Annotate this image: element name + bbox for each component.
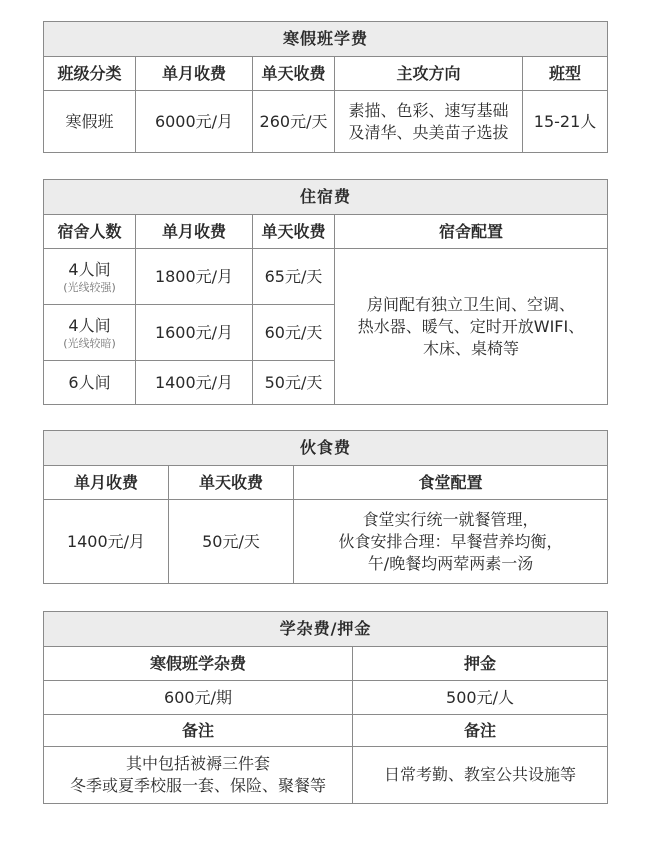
tuition-header-focus: 主攻方向 bbox=[335, 57, 523, 91]
meals-header-daily: 单天收费 bbox=[169, 466, 294, 500]
meals-config-line3: 午/晚餐均两荤两素一汤 bbox=[367, 553, 534, 573]
housing-daily: 60元/天 bbox=[253, 305, 335, 361]
tuition-header-size: 班型 bbox=[523, 57, 608, 91]
misc-fee-value: 600元/期 bbox=[44, 681, 353, 715]
housing-room bbox=[44, 361, 136, 405]
misc-note-left bbox=[44, 747, 353, 804]
misc-table bbox=[43, 611, 608, 804]
housing-header-config: 宿舍配置 bbox=[335, 215, 608, 249]
meals-config bbox=[294, 500, 608, 584]
housing-config-line3: 木床、桌椅等 bbox=[423, 338, 520, 358]
tuition-header-monthly: 单月收费 bbox=[136, 57, 253, 91]
misc-note-left-line1: 其中包括被褥三件套 bbox=[125, 754, 270, 773]
housing-room bbox=[44, 305, 136, 361]
housing-daily: 65元/天 bbox=[253, 249, 335, 305]
misc-deposit-value: 500元/人 bbox=[353, 681, 608, 715]
tuition-monthly: 6000元/月 bbox=[136, 91, 253, 153]
tuition-focus-line1: 素描、色彩、速写基础 bbox=[348, 100, 509, 120]
misc-title: 学杂费/押金 bbox=[44, 612, 608, 647]
housing-room-note: (光线较强) bbox=[63, 280, 116, 294]
tuition-header-daily: 单天收费 bbox=[253, 57, 335, 91]
housing-header-room: 宿舍人数 bbox=[44, 215, 136, 249]
meals-monthly: 1400元/月 bbox=[44, 500, 169, 584]
tuition-focus bbox=[335, 91, 523, 153]
tuition-header-category: 班级分类 bbox=[44, 57, 136, 91]
tuition-focus-line2: 及清华、央美苗子选拔 bbox=[348, 122, 509, 142]
meals-daily: 50元/天 bbox=[169, 500, 294, 584]
housing-room-note: (光线较暗) bbox=[63, 336, 116, 350]
tuition-category: 寒假班 bbox=[44, 91, 136, 153]
housing-header-monthly: 单月收费 bbox=[136, 215, 253, 249]
tuition-daily: 260元/天 bbox=[253, 91, 335, 153]
housing-monthly: 1600元/月 bbox=[136, 305, 253, 361]
meals-header-config: 食堂配置 bbox=[294, 466, 608, 500]
misc-note-header-left: 备注 bbox=[44, 715, 353, 747]
misc-note-header-right: 备注 bbox=[353, 715, 608, 747]
housing-monthly: 1400元/月 bbox=[136, 361, 253, 405]
housing-monthly: 1800元/月 bbox=[136, 249, 253, 305]
tuition-table bbox=[43, 21, 608, 153]
housing-room-type: 6人间 bbox=[68, 372, 111, 392]
misc-deposit-header: 押金 bbox=[353, 647, 608, 681]
tuition-size: 15-21人 bbox=[523, 91, 608, 153]
tuition-title: 寒假班学费 bbox=[44, 22, 608, 57]
misc-fee-header: 寒假班学杂费 bbox=[44, 647, 353, 681]
housing-config-line1: 房间配有独立卫生间、空调、 bbox=[367, 294, 576, 314]
housing-config-line2: 热水器、暖气、定时开放WIFI、 bbox=[357, 316, 585, 336]
housing-daily: 50元/天 bbox=[253, 361, 335, 405]
housing-title: 住宿费 bbox=[44, 180, 608, 215]
housing-room-type: 4人间 bbox=[68, 315, 111, 335]
housing-room bbox=[44, 249, 136, 305]
meals-table bbox=[43, 430, 608, 584]
housing-config bbox=[335, 249, 608, 405]
housing-room-type: 4人间 bbox=[68, 259, 111, 279]
meals-title: 伙食费 bbox=[44, 431, 608, 466]
meals-config-line2: 伙食安排合理：早餐营养均衡， bbox=[338, 531, 563, 551]
housing-header-daily: 单天收费 bbox=[253, 215, 335, 249]
misc-note-left-line2: 冬季或夏季校服一套、保险、聚餐等 bbox=[69, 776, 326, 795]
meals-header-monthly: 单月收费 bbox=[44, 466, 169, 500]
housing-table bbox=[43, 179, 608, 405]
meals-config-line1: 食堂实行统一就餐管理， bbox=[362, 509, 539, 529]
misc-note-right: 日常考勤、教室公共设施等 bbox=[353, 747, 608, 804]
